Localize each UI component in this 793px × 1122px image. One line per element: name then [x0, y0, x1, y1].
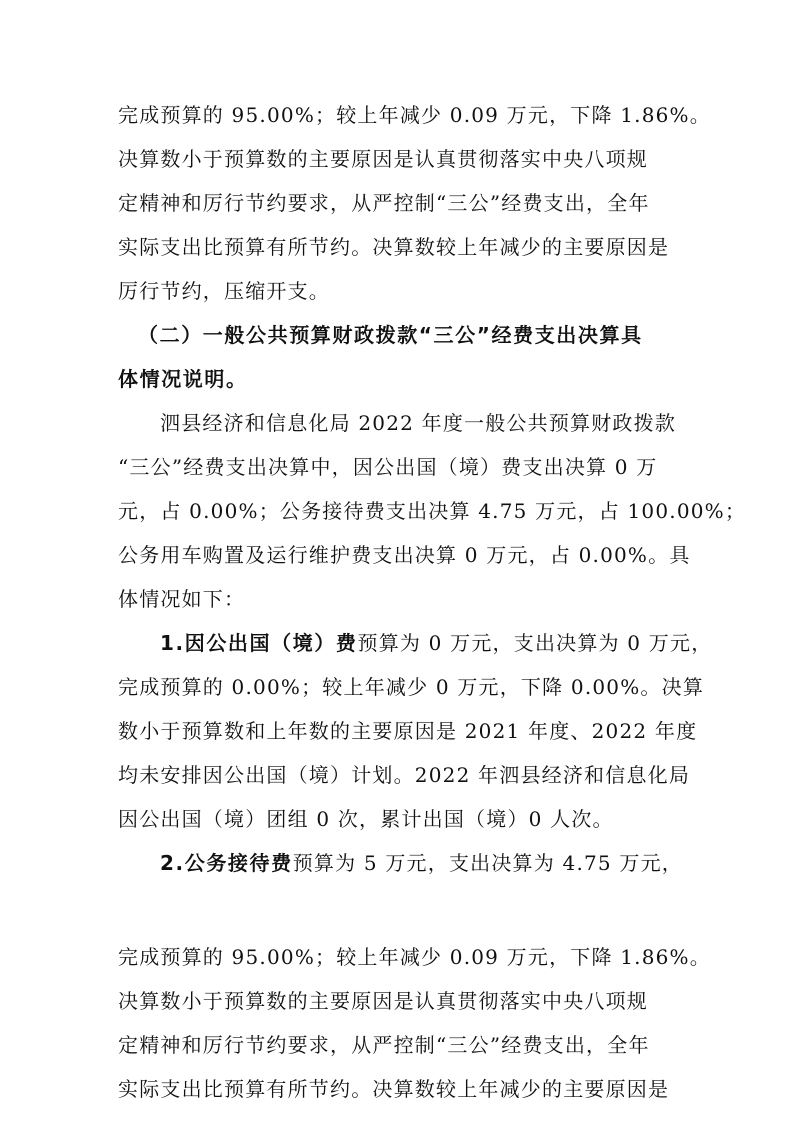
body-text-line: “三公”经费支出决算中，因公出国（境）费支出决算 0 万 [118, 455, 658, 479]
body-text-line: 均未安排因公出国（境）计划。2022 年泗县经济和信息化局 [118, 763, 691, 787]
body-text-line: 完成预算的 95.00%；较上年减少 0.09 万元，下降 1.86%。 [118, 103, 711, 127]
body-text-line: 实际支出比预算有所节约。决算数较上年减少的主要原因是 [118, 235, 670, 259]
body-text-line: 定精神和厉行节约要求，从严控制“三公”经费支出，全年 [118, 1033, 650, 1057]
body-text-line: 决算数小于预算数的主要原因是认真贯彻落实中央八项规 [118, 989, 648, 1013]
body-text-line: 公务用车购置及运行维护费支出决算 0 万元，占 0.00%。具 [118, 543, 691, 567]
body-text-line: 因公出国（境）团组 0 次，累计出国（境）0 人次。 [118, 807, 614, 831]
body-text-line: 元，占 0.00%；公务接待费支出决算 4.75 万元，占 100.00%； [118, 499, 747, 523]
body-text-line: 决算数小于预算数的主要原因是认真贯彻落实中央八项规 [118, 147, 648, 171]
body-text-line: 泗县经济和信息化局 2022 年度一般公共预算财政拨款 [160, 411, 677, 435]
body-text-line: 定精神和厉行节约要求，从严控制“三公”经费支出，全年 [118, 191, 650, 215]
body-text-line: 实际支出比预算有所节约。决算数较上年减少的主要原因是 [118, 1077, 670, 1101]
subsection-title: 1.因公出国（境）费 [160, 631, 358, 655]
body-text-line: 数小于预算数和上年数的主要原因是 2021 年度、2022 年度 [118, 719, 698, 743]
body-text-line: 厉行节约，压缩开支。 [118, 279, 330, 303]
section-heading-continued: 体情况说明。 [118, 367, 248, 391]
section-heading: （二）一般公共预算财政拨款“三公”经费支出决算具 [138, 323, 643, 347]
body-text-line: 完成预算的 0.00%；较上年减少 0 万元，下降 0.00%。决算 [118, 675, 705, 699]
subsection-title: 2.公务接待费 [160, 851, 293, 875]
body-text-line: 体情况如下： [118, 587, 246, 611]
subsection-text: 预算为 0 万元，支出决算为 0 万元， [357, 631, 713, 655]
subsection-line [160, 621, 793, 665]
subsection-line [160, 841, 793, 885]
subsection-text: 预算为 5 万元，支出决算为 4.75 万元， [292, 851, 684, 875]
body-text-line: 完成预算的 95.00%；较上年减少 0.09 万元，下降 1.86%。 [118, 945, 711, 969]
